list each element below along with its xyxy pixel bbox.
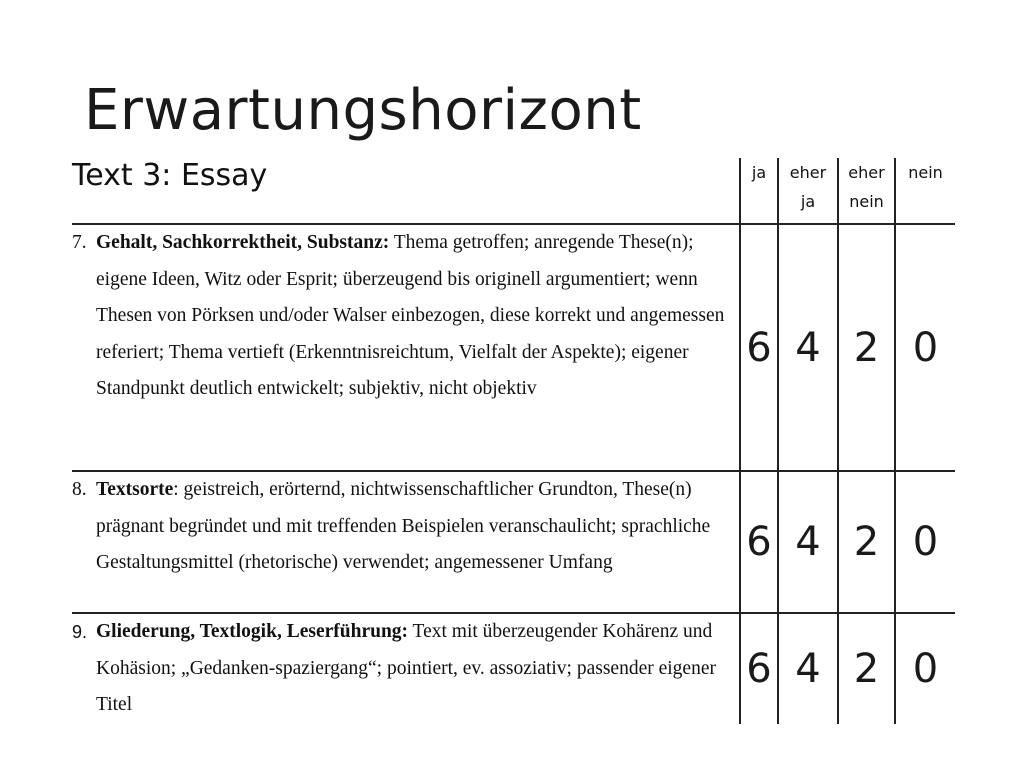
score-ja: 6 [740, 471, 778, 613]
table-row [72, 471, 955, 613]
criterion-heading: Gliederung, Textlogik, Leserführung: [96, 621, 409, 642]
table-header-row [72, 158, 955, 224]
column-header-eher-nein: eher nein [838, 158, 895, 224]
column-header-nein: nein [895, 158, 955, 224]
criterion-description: Text mit überzeugender Kohärenz und Kohäsion; „Gedanken-spaziergang“; pointiert, ev. assoziativ; passender eigener Titel [96, 621, 716, 715]
score-nein: 0 [895, 471, 955, 613]
score-eher-nein: 2 [838, 613, 895, 724]
score-ja: 6 [740, 613, 778, 724]
column-header-eher-ja: eher ja [778, 158, 838, 224]
score-nein: 0 [895, 613, 955, 724]
score-eher-nein: 2 [838, 471, 895, 613]
criterion-description: : geistreich, erörternd, nichtwissenschaftlicher Grundton, These(n) prägnant begründet und mit treffenden Beispielen veranschaulicht; sprachliche Gestaltungsmittel (rhetorische) verwendet; angemessener Umfang [96, 479, 711, 573]
column-header-ja: ja [740, 158, 778, 224]
criterion-heading: Textsorte [96, 479, 174, 500]
evaluation-table [72, 158, 955, 724]
table-subtitle: Text 3: Essay [72, 158, 740, 224]
table-row [72, 613, 955, 724]
score-ja: 6 [740, 224, 778, 471]
table-row [72, 224, 955, 471]
page-title: Erwartungshorizont [84, 78, 642, 143]
criterion-cell [72, 224, 740, 471]
criterion-heading: Gehalt, Sachkorrektheit, Substanz: [96, 232, 390, 253]
score-eher-ja: 4 [778, 613, 838, 724]
criterion-number: 9. [72, 622, 88, 642]
score-nein: 0 [895, 224, 955, 471]
criterion-number: 8. [72, 479, 87, 500]
criterion-cell [72, 613, 740, 724]
criterion-number: 7. [72, 232, 87, 253]
criterion-cell [72, 471, 740, 613]
score-eher-nein: 2 [838, 224, 895, 471]
criterion-description: Thema getroffen; anregende These(n); eigene Ideen, Witz oder Esprit; überzeugend bis originell argumentiert; wenn Thesen von Pörksen und/oder Walser einbezogen, diese korrekt und angemessen referiert; Thema vertieft (Erkenntnisreichtum, Vielfalt der Aspekte); eigener Standpunkt deutlich entwickelt; subjektiv, nicht objektiv [96, 232, 725, 399]
score-eher-ja: 4 [778, 471, 838, 613]
score-eher-ja: 4 [778, 224, 838, 471]
